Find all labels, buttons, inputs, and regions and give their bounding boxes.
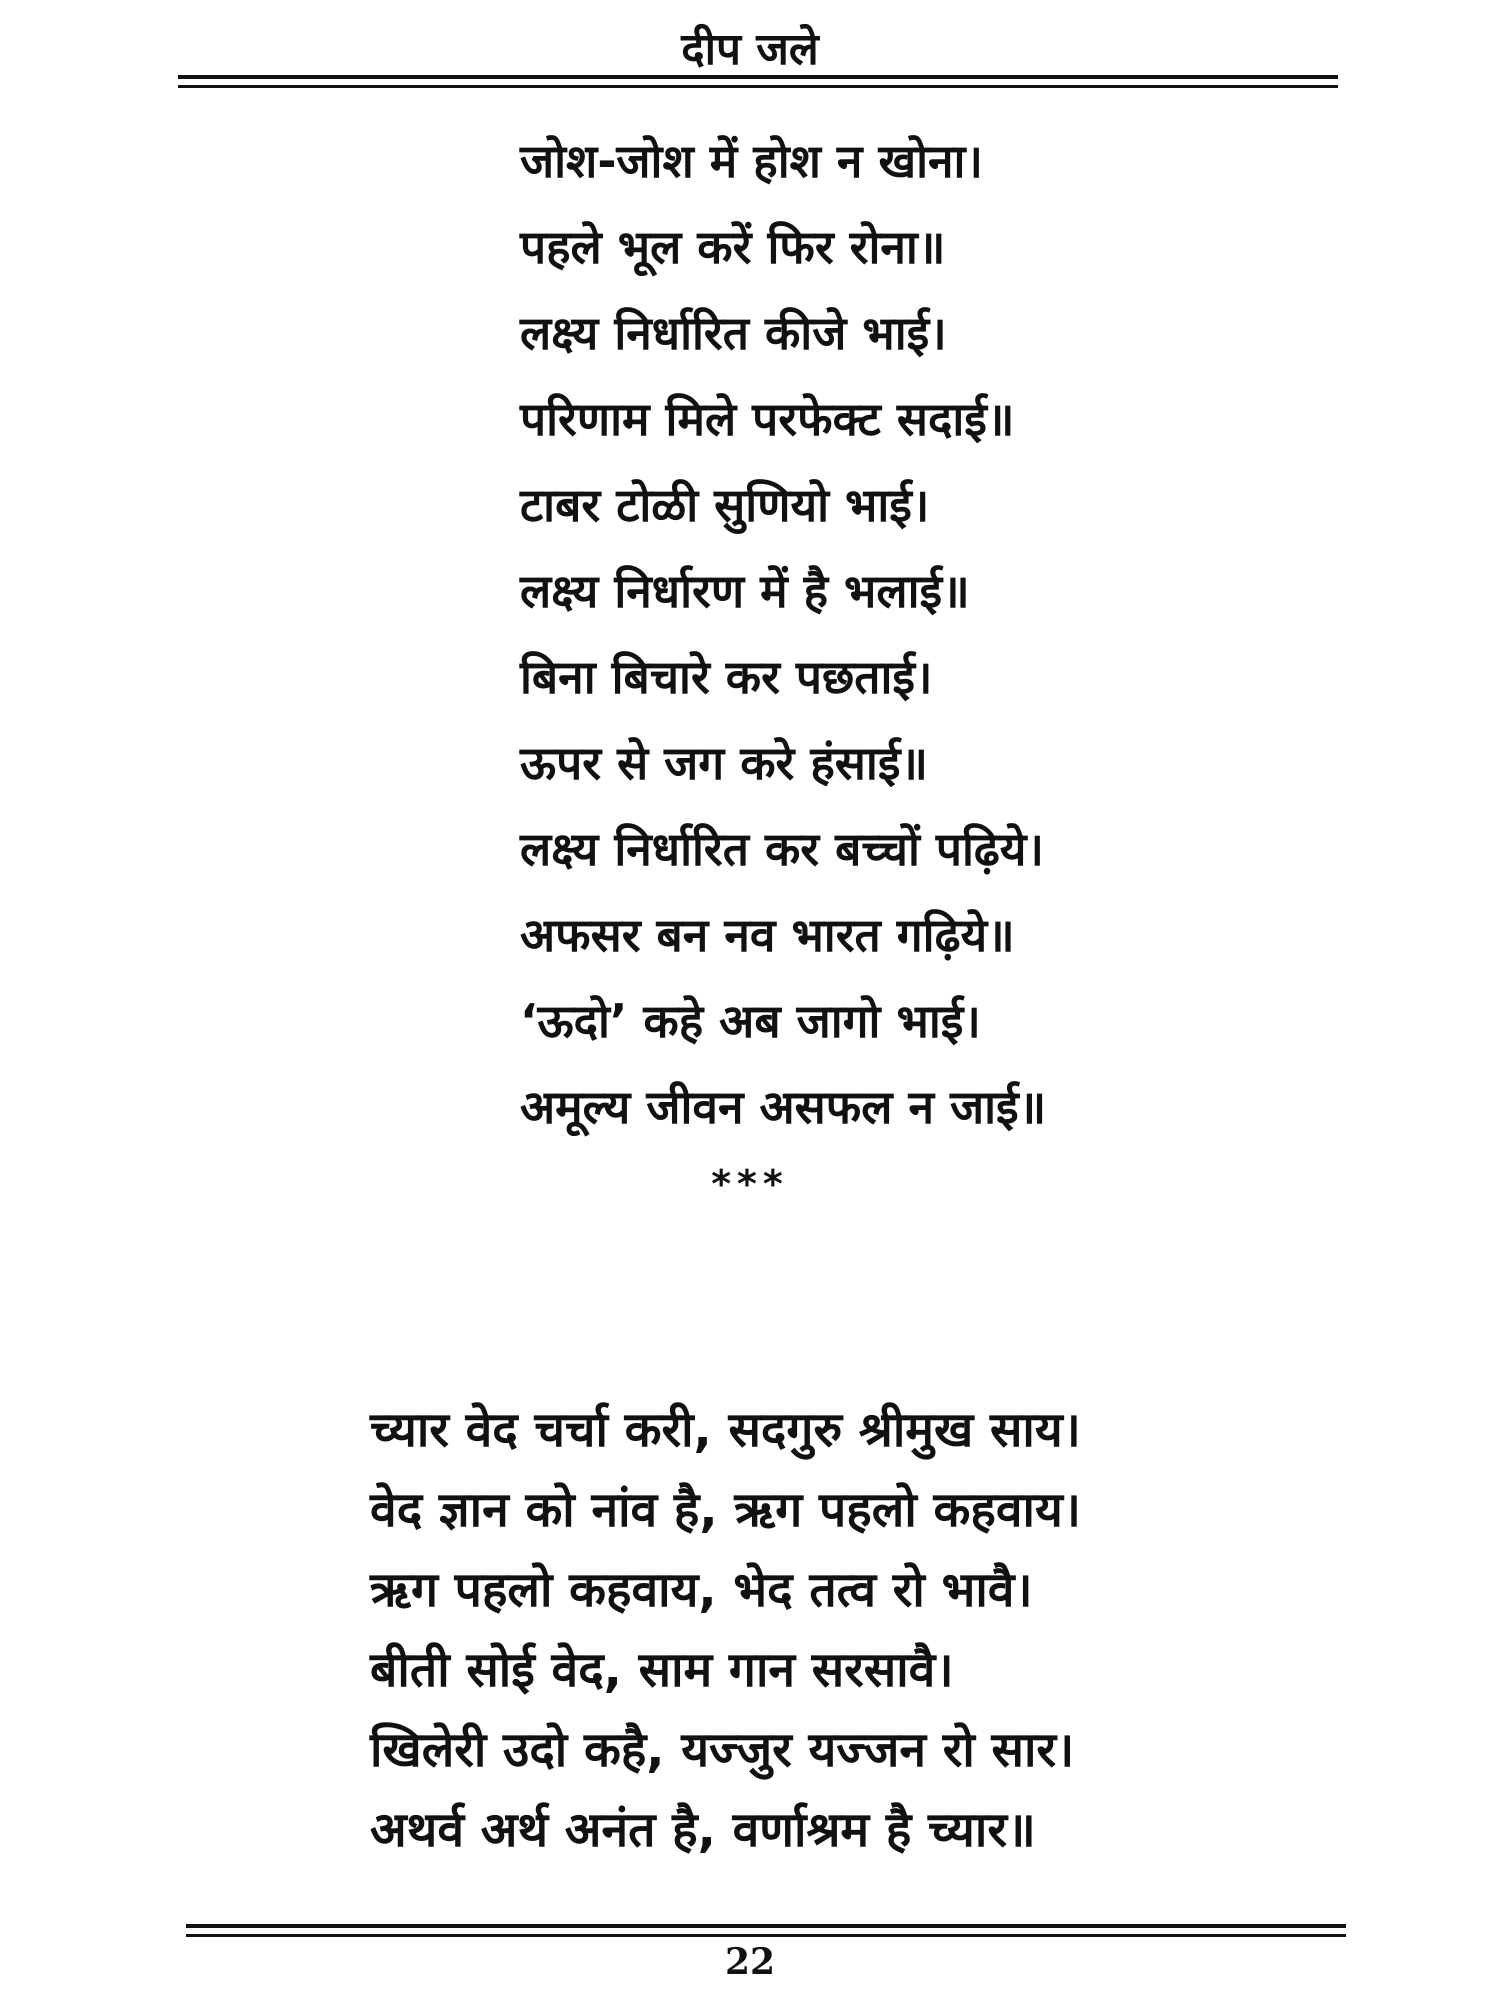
poem-verses-2 — [370, 1390, 1270, 1870]
poem1-line-12: अमूल्य जीवन असफल न जाई॥ — [520, 1080, 1047, 1134]
poem2-line-6: अथर्व अर्थ अनंत है, वर्णाश्रम है च्यार॥ — [370, 1802, 1036, 1858]
poem1-line-5: टाबर टोळी सुणियो भाई। — [520, 478, 930, 532]
header-rule-top — [178, 75, 1338, 79]
poem1-line-3: लक्ष्य निर्धारित कीजे भाई। — [520, 306, 947, 360]
poem1-line-11: ‘ऊदो’ कहे अब जागो भाई। — [520, 994, 981, 1048]
poem2-line-3: ऋग पहलो कहवाय, भेद तत्व रो भावै। — [370, 1562, 1033, 1618]
poem1-line-2: पहले भूल करें फिर रोना॥ — [520, 220, 946, 274]
poem2-line-4: बीती सोई वेद, साम गान सरसावै। — [370, 1642, 954, 1698]
page-number: 22 — [715, 1941, 785, 1983]
poem1-line-8: ऊपर से जग करे हंसाई॥ — [520, 736, 928, 790]
poem-verses-1 — [520, 118, 1080, 1150]
footer-rule-top — [186, 1924, 1346, 1928]
poem1-line-4: परिणाम मिले परफेक्ट सदाई॥ — [520, 392, 1015, 446]
poem1-line-1: जोश-जोश में होश न खोना। — [520, 134, 983, 188]
header-rule-bottom — [178, 85, 1338, 88]
poem1-line-6: लक्ष्य निर्धारण में है भलाई॥ — [520, 564, 970, 618]
poem2-line-2: वेद ज्ञान को नांव है, ऋग पहलो कहवाय। — [370, 1482, 1081, 1538]
running-header-title: दीप जले — [681, 24, 819, 75]
poem1-line-9: लक्ष्य निर्धारित कर बच्चों पढ़िये। — [520, 822, 1044, 876]
poem2-line-5: खिलेरी उदो कहै, यज्जुर यज्जन रो सार। — [370, 1722, 1075, 1778]
poem1-line-10: अफसर बन नव भारत गढ़िये॥ — [520, 908, 1015, 962]
poem1-line-7: बिना बिचारे कर पछताई। — [520, 650, 933, 704]
footer-rule-bottom — [186, 1934, 1346, 1937]
poem2-line-1: च्यार वेद चर्चा करी, सदगुरु श्रीमुख साय। — [370, 1402, 1081, 1458]
page-number-container — [0, 1938, 1500, 1986]
section-separator: *** — [711, 1162, 789, 1206]
